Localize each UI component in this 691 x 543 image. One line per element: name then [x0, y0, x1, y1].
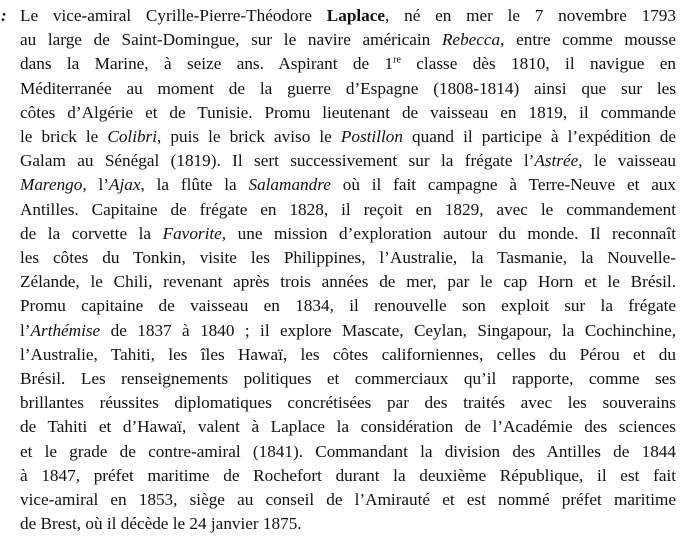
text-line [20, 464, 676, 488]
italic-ship-name: Ajax [109, 175, 141, 195]
text-line [20, 415, 676, 439]
text-run: , la flûte la [140, 175, 249, 195]
text-run: Le vice-amiral Cyrille-Pierre-Théodore [20, 6, 327, 25]
text-run: , le vaisseau [578, 151, 676, 171]
text-line [20, 28, 676, 52]
text-run: dans la Marine, à seize ans. Aspirant de 1 [20, 54, 394, 74]
text-run: , entre comme mousse [500, 30, 676, 50]
italic-ship-name: Colibri [107, 127, 158, 147]
text-line [20, 222, 676, 246]
text-run: vice-amiral en 1853, siège au conseil de l’Amirauté et est nommé préfet maritime [20, 490, 676, 510]
text-run: Promu capitaine de vaisseau en 1834, il renouvelle son exploit sur la frégate [20, 296, 676, 316]
text-line [20, 149, 676, 173]
text-line [20, 343, 676, 367]
text-run: les côtes du Tonkin, visite les Philippines, l’Australie, la Tasmanie, la Nouvelle- [20, 248, 676, 268]
biography-paragraph [20, 4, 676, 536]
text-line [20, 391, 676, 415]
italic-ship-name: Salamandre [248, 175, 331, 195]
text-run: Zélande, le Chili, revenant après trois années de mer, par le cap Horn et le Brésil. [20, 272, 676, 292]
text-run: , puis le brick aviso le [157, 127, 341, 147]
text-run: Brésil. Les renseignements politiques et commerciaux qu’il rapporte, comme ses [20, 369, 676, 389]
text-line [20, 294, 676, 318]
text-run: Galam au Sénégal (1819). Il sert successivement sur la frégate l’ [20, 151, 535, 171]
text-run: l’Australie, Tahiti, les îles Hawaï, les côtes californiennes, celles du Pérou et du [20, 344, 676, 364]
text-run: Antilles. Capitaine de frégate en 1828, il reçoit en 1829, avec le commandement [20, 199, 676, 219]
italic-ship-name: Favorite [162, 223, 222, 243]
text-run: brillantes réussites diplomatiques concrétisées par des traités avec les souverains [20, 393, 676, 413]
italic-ship-name: Arthémise [30, 320, 101, 340]
text-line [20, 77, 676, 101]
text-run: de la corvette la [20, 223, 163, 243]
text-line [20, 173, 676, 197]
text-run: de 1837 à 1840 ; il explore Mascate, Ceylan, Singapour, la Cochinchine, [100, 320, 676, 340]
superscript-text: re [393, 54, 401, 66]
text-line [20, 246, 676, 270]
italic-ship-name: Marengo [20, 175, 83, 195]
text-line [20, 440, 676, 464]
italic-ship-name: Rebecca [441, 30, 501, 50]
text-line [20, 52, 676, 76]
text-line [20, 488, 676, 512]
text-line [20, 101, 676, 125]
text-run: le brick le [20, 127, 108, 147]
entry-marker: : [1, 6, 7, 25]
text-run: de Brest, où il décède le 24 janvier 1875. [20, 514, 302, 534]
text-run: au large de Saint-Domingue, sur le navire américain [20, 30, 442, 50]
text-run: , une mission d’exploration autour du monde. Il reconnaît [221, 223, 676, 243]
text-run: l’ [20, 320, 31, 340]
text-run: et le grade de contre-amiral (1841). Commandant la division des Antilles de 1844 [20, 441, 676, 461]
text-run: , né en mer le 7 novembre 1793 [385, 6, 676, 25]
text-line [20, 367, 676, 391]
text-run: Méditerranée au moment de la guerre d’Espagne (1808-1814) ainsi que sur les [20, 78, 676, 98]
text-line [20, 198, 676, 222]
text-run: à 1847, préfet maritime de Rochefort durant la deuxième République, il est fait [20, 465, 676, 485]
text-line [20, 512, 676, 536]
text-line [20, 4, 676, 28]
text-line [20, 125, 676, 149]
italic-ship-name: Postillon [340, 127, 403, 147]
text-run: classe dès 1810, il navigue en [400, 54, 676, 74]
text-line [20, 270, 676, 294]
text-run: quand il participe à l’expédition de [402, 127, 676, 147]
text-run: de Tahiti et d’Hawaï, valent à Laplace la considération de l’Académie des sciences [20, 417, 676, 437]
text-run: , l’ [82, 175, 110, 195]
text-run: où il fait campagne à Terre-Neuve et aux [330, 175, 677, 195]
bold-name: Laplace [326, 6, 386, 25]
italic-ship-name: Astrée [534, 151, 579, 171]
text-run: côtes d’Algérie et de Tunisie. Promu lieutenant de vaisseau en 1819, il commande [20, 102, 676, 122]
text-line [20, 319, 676, 343]
